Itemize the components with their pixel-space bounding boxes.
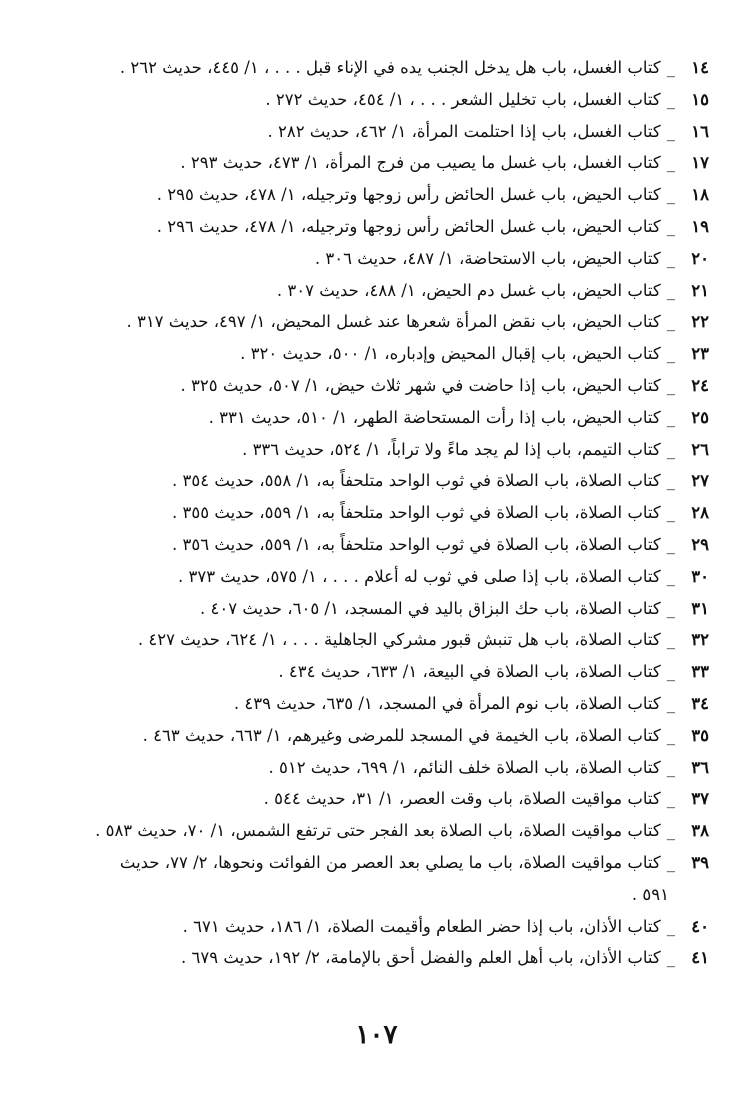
entry-text: كتاب الحيض، باب الاستحاضة، ١/ ٤٨٧، حديث ٣٠٦ . bbox=[314, 248, 661, 268]
entry-text: كتاب الحيض، باب غسل الحائض رأس زوجها وترجيله، ١/ ٤٧٨، حديث ٢٩٦ . bbox=[156, 216, 661, 236]
hadith-reference-list bbox=[29, 52, 709, 974]
list-item: ٢٥_كتاب الحيض، باب إذا رأت المستحاضة الطهر، ١/ ٥١٠، حديث ٣٣١ . bbox=[29, 402, 709, 434]
entry-number: ٢١ bbox=[691, 280, 709, 300]
entry-number: ١٦ bbox=[691, 121, 709, 141]
entry-text: كتاب الصلاة، باب الصلاة في ثوب الواحد متلحفاً به، ١/ ٥٥٩، حديث ٣٥٦ . bbox=[172, 534, 661, 554]
entry-number: ٢٣ bbox=[691, 344, 709, 364]
entry-number: ٣٩ bbox=[691, 852, 709, 872]
list-item: ٣٩_كتاب مواقيت الصلاة، باب ما يصلي بعد العصر من الفوائت ونحوها، ٢/ ٧٧، حديث ٥٩١ . bbox=[29, 847, 709, 911]
list-item: ٢٢_كتاب الحيض، باب نقض المرأة شعرها عند غسل المحيض، ١/ ٤٩٧، حديث ٣١٧ . bbox=[29, 306, 709, 338]
entry-number: ٢٠ bbox=[691, 248, 709, 268]
entry-number: ٢٥ bbox=[691, 407, 709, 427]
list-item: ٣٢_كتاب الصلاة، باب هل تنبش قبور مشركي الجاهلية . . . ، ١/ ٦٢٤، حديث ٤٢٧ . bbox=[29, 624, 709, 656]
list-item: ٣٤_كتاب الصلاة، باب نوم المرأة في المسجد، ١/ ٦٣٥، حديث ٤٣٩ . bbox=[29, 688, 709, 720]
list-item: ٣٥_كتاب الصلاة، باب الخيمة في المسجد للمرضى وغيرهم، ١/ ٦٦٣، حديث ٤٦٣ . bbox=[29, 720, 709, 752]
entry-text: كتاب الصلاة، باب الصلاة في البيعة، ١/ ٦٣٣، حديث ٤٣٤ . bbox=[278, 662, 661, 682]
entry-text: كتاب الصلاة، باب الصلاة في ثوب الواحد متلحفاً به، ١/ ٥٥٩، حديث ٣٥٥ . bbox=[172, 503, 661, 523]
list-item: ٤٠_كتاب الأذان، باب إذا حضر الطعام وأقيمت الصلاة، ١/ ١٨٦، حديث ٦٧١ . bbox=[29, 911, 709, 943]
list-item: ٢٠_كتاب الحيض، باب الاستحاضة، ١/ ٤٨٧، حديث ٣٠٦ . bbox=[29, 243, 709, 275]
entry-text: كتاب الحيض، باب إذا حاضت في شهر ثلاث حيض، ١/ ٥٠٧، حديث ٣٢٥ . bbox=[180, 375, 661, 395]
entry-text: كتاب مواقيت الصلاة، باب ما يصلي بعد العصر من الفوائت ونحوها، ٢/ ٧٧، حديث bbox=[119, 852, 661, 872]
list-item: ٢٦_كتاب التيمم، باب إذا لم يجد ماءً ولا تراباً، ١/ ٥٢٤، حديث ٣٣٦ . bbox=[29, 434, 709, 466]
entry-number: ٣٣ bbox=[691, 662, 709, 682]
list-item: ١٥_كتاب الغسل، باب تخليل الشعر . . . ، ١/ ٤٥٤، حديث ٢٧٢ . bbox=[29, 84, 709, 116]
entry-number: ٢٤ bbox=[691, 375, 709, 395]
entry-number: ٢٦ bbox=[691, 439, 709, 459]
entry-number: ٣٧ bbox=[691, 789, 709, 809]
entry-number: ٣٦ bbox=[691, 757, 709, 777]
list-item: ٣٦_كتاب الصلاة، باب الصلاة خلف النائم، ١/ ٦٩٩، حديث ٥١٢ . bbox=[29, 752, 709, 784]
list-item: ٣٧_كتاب مواقيت الصلاة، باب وقت العصر، ١/ ٣١، حديث ٥٤٤ . bbox=[29, 783, 709, 815]
entry-number: ٣٤ bbox=[691, 693, 709, 713]
entry-text: كتاب الغسل، باب تخليل الشعر . . . ، ١/ ٤٥٤، حديث ٢٧٢ . bbox=[265, 89, 661, 109]
entry-text: كتاب الصلاة، باب الخيمة في المسجد للمرضى وغيرهم، ١/ ٦٦٣، حديث ٤٦٣ . bbox=[142, 725, 661, 745]
list-item: ٢٧_كتاب الصلاة، باب الصلاة في ثوب الواحد متلحفاً به، ١/ ٥٥٨، حديث ٣٥٤ . bbox=[29, 465, 709, 497]
entry-text: كتاب مواقيت الصلاة، باب وقت العصر، ١/ ٣١، حديث ٥٤٤ . bbox=[263, 789, 661, 809]
entry-text: كتاب الصلاة، باب هل تنبش قبور مشركي الجاهلية . . . ، ١/ ٦٢٤، حديث ٤٢٧ . bbox=[137, 630, 661, 650]
entry-text: كتاب الصلاة، باب إذا صلى في ثوب له أعلام . . . ، ١/ ٥٧٥، حديث ٣٧٣ . bbox=[177, 566, 661, 586]
entry-number: ١٤ bbox=[691, 58, 709, 77]
list-item: ٢٣_كتاب الحيض، باب إقبال المحيض وإدباره، ١/ ٥٠٠، حديث ٣٢٠ . bbox=[29, 338, 709, 370]
entry-number: ١٧ bbox=[691, 153, 709, 173]
list-item: ١٧_كتاب الغسل، باب غسل ما يصيب من فرج المرأة، ١/ ٤٧٣، حديث ٢٩٣ . bbox=[29, 147, 709, 179]
entry-number: ٢٨ bbox=[691, 503, 709, 523]
entry-text: كتاب الحيض، باب غسل دم الحيض، ١/ ٤٨٨، حديث ٣٠٧ . bbox=[276, 280, 661, 300]
list-item: ١٦_كتاب الغسل، باب إذا احتلمت المرأة، ١/ ٤٦٢، حديث ٢٨٢ . bbox=[29, 116, 709, 148]
entry-text: كتاب الأذان، باب إذا حضر الطعام وأقيمت الصلاة، ١/ ١٨٦، حديث ٦٧١ . bbox=[182, 916, 661, 936]
list-item: ١٤_كتاب الغسل، باب هل يدخل الجنب يده في الإناء قبل . . . ، ١/ ٤٤٥، حديث ٢٦٢ . bbox=[29, 52, 709, 84]
entry-number: ٣٥ bbox=[691, 725, 709, 745]
list-item: ٢٨_كتاب الصلاة، باب الصلاة في ثوب الواحد متلحفاً به، ١/ ٥٥٩، حديث ٣٥٥ . bbox=[29, 497, 709, 529]
entry-number: ٢٢ bbox=[691, 312, 709, 332]
entry-continuation: ٥٩١ . bbox=[631, 884, 669, 904]
entry-number: ٣١ bbox=[691, 598, 709, 618]
entry-number: ٣٠ bbox=[691, 566, 709, 586]
entry-text: كتاب الغسل، باب هل يدخل الجنب يده في الإناء قبل . . . ، ١/ ٤٤٥، حديث ٢٦٢ . bbox=[119, 58, 661, 77]
entry-number: ١٥ bbox=[691, 89, 709, 109]
entry-text: كتاب الأذان، باب أهل العلم والفضل أحق بالإمامة، ٢/ ١٩٢، حديث ٦٧٩ . bbox=[181, 948, 661, 968]
list-item: ٣٨_كتاب مواقيت الصلاة، باب الصلاة بعد الفجر حتى ترتفع الشمس، ١/ ٧٠، حديث ٥٨٣ . bbox=[29, 815, 709, 847]
entry-text: كتاب الحيض، باب نقض المرأة شعرها عند غسل المحيض، ١/ ٤٩٧، حديث ٣١٧ . bbox=[126, 312, 661, 332]
list-item: ٣٣_كتاب الصلاة، باب الصلاة في البيعة، ١/ ٦٣٣، حديث ٤٣٤ . bbox=[29, 656, 709, 688]
entry-text: كتاب الغسل، باب غسل ما يصيب من فرج المرأة، ١/ ٤٧٣، حديث ٢٩٣ . bbox=[180, 153, 661, 173]
entry-text: كتاب الصلاة، باب حك البزاق باليد في المسجد، ١/ ٦٠٥، حديث ٤٠٧ . bbox=[200, 598, 661, 618]
entry-text: كتاب الصلاة، باب الصلاة خلف النائم، ١/ ٦٩٩، حديث ٥١٢ . bbox=[268, 757, 661, 777]
entry-number: ٢٧ bbox=[691, 471, 709, 491]
entry-text: كتاب الصلاة، باب نوم المرأة في المسجد، ١/ ٦٣٥، حديث ٤٣٩ . bbox=[233, 693, 661, 713]
entry-text: كتاب مواقيت الصلاة، باب الصلاة بعد الفجر حتى ترتفع الشمس، ١/ ٧٠، حديث ٥٨٣ . bbox=[95, 821, 661, 841]
entry-number: ١٩ bbox=[691, 216, 709, 236]
entry-text: كتاب التيمم، باب إذا لم يجد ماءً ولا تراباً، ١/ ٥٢٤، حديث ٣٣٦ . bbox=[242, 439, 661, 459]
entry-number: ٤١ bbox=[691, 948, 709, 968]
list-item: ٣٠_كتاب الصلاة، باب إذا صلى في ثوب له أعلام . . . ، ١/ ٥٧٥، حديث ٣٧٣ . bbox=[29, 561, 709, 593]
list-item: ٤١_كتاب الأذان، باب أهل العلم والفضل أحق بالإمامة، ٢/ ١٩٢، حديث ٦٧٩ . bbox=[29, 942, 709, 974]
list-item: ٢٤_كتاب الحيض، باب إذا حاضت في شهر ثلاث حيض، ١/ ٥٠٧، حديث ٣٢٥ . bbox=[29, 370, 709, 402]
page-number: ١٠٧ bbox=[355, 1020, 398, 1050]
entry-text: كتاب الصلاة، باب الصلاة في ثوب الواحد متلحفاً به، ١/ ٥٥٨، حديث ٣٥٤ . bbox=[172, 471, 661, 491]
entry-text: كتاب الغسل، باب إذا احتلمت المرأة، ١/ ٤٦٢، حديث ٢٨٢ . bbox=[267, 121, 661, 141]
entry-number: ٣٢ bbox=[691, 630, 709, 650]
entry-number: ٤٠ bbox=[691, 916, 709, 936]
entry-number: ٣٨ bbox=[691, 821, 709, 841]
entry-number: ٢٩ bbox=[691, 534, 709, 554]
list-item: ٢٩_كتاب الصلاة، باب الصلاة في ثوب الواحد متلحفاً به، ١/ ٥٥٩، حديث ٣٥٦ . bbox=[29, 529, 709, 561]
entry-text: كتاب الحيض، باب إذا رأت المستحاضة الطهر، ١/ ٥١٠، حديث ٣٣١ . bbox=[208, 407, 661, 427]
list-item: ٢١_كتاب الحيض، باب غسل دم الحيض، ١/ ٤٨٨، حديث ٣٠٧ . bbox=[29, 275, 709, 307]
list-item: ٣١_كتاب الصلاة، باب حك البزاق باليد في المسجد، ١/ ٦٠٥، حديث ٤٠٧ . bbox=[29, 593, 709, 625]
list-item: ١٨_كتاب الحيض، باب غسل الحائض رأس زوجها وترجيله، ١/ ٤٧٨، حديث ٢٩٥ . bbox=[29, 179, 709, 211]
entry-text: كتاب الحيض، باب إقبال المحيض وإدباره، ١/ ٥٠٠، حديث ٣٢٠ . bbox=[240, 344, 661, 364]
entry-text: كتاب الحيض، باب غسل الحائض رأس زوجها وترجيله، ١/ ٤٧٨، حديث ٢٩٥ . bbox=[156, 185, 661, 205]
entry-number: ١٨ bbox=[691, 185, 709, 205]
list-item: ١٩_كتاب الحيض، باب غسل الحائض رأس زوجها وترجيله، ١/ ٤٧٨، حديث ٢٩٦ . bbox=[29, 211, 709, 243]
